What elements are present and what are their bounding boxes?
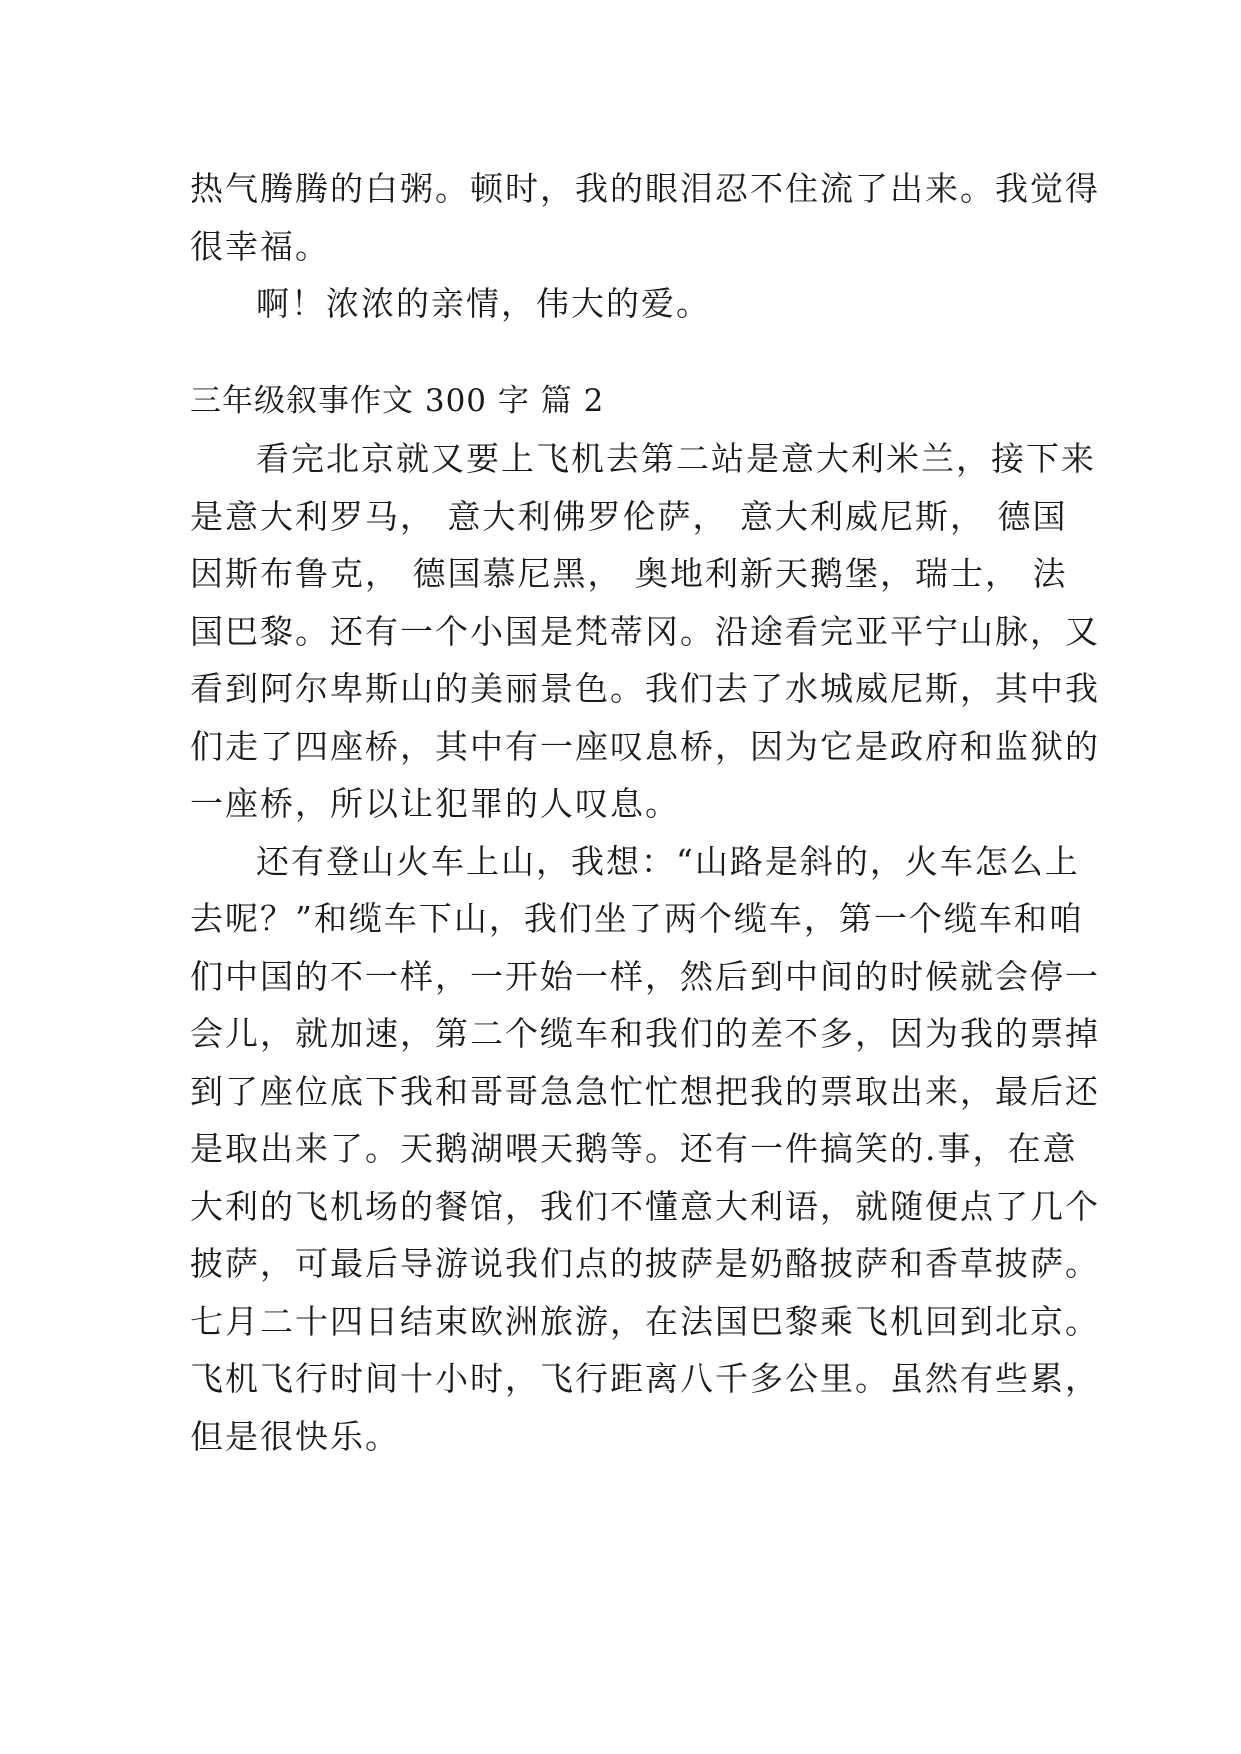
text-line: 七月二十四日结束欧洲旅游，在法国巴黎乘飞机回到北京。 — [190, 1301, 1100, 1341]
text-line: 很幸福。 — [190, 226, 330, 266]
text-line: 是意大利罗马， 意大利佛罗伦萨， 意大利威尼斯， 德国 — [190, 496, 1068, 536]
section-gap — [190, 333, 1050, 373]
text-line: 因斯布鲁克， 德国慕尼黑， 奥地利新天鹅堡，瑞士， 法 — [190, 554, 1068, 593]
text-line: 一座桥，所以让犯罪的人叹息。 — [190, 784, 680, 823]
text-line: 去呢？”和缆车下山，我们坐了两个缆车，第一个缆车和咱 — [190, 899, 1084, 938]
text-line: 国巴黎。还有一个小国是梵蒂冈。沿途看完亚平宁山脉，又 — [190, 611, 1100, 651]
text-line: 会儿，就加速，第二个缆车和我们的差不多，因为我的票掉 — [190, 1014, 1100, 1053]
text-line: 大利的飞机场的餐馆，我们不懂意大利语，就随便点了几个 — [190, 1186, 1100, 1226]
text-line: 但是很快乐。 — [190, 1416, 400, 1456]
text-line: 到了座位底下我和哥哥急急忙忙想把我的票取出来，最后还 — [190, 1071, 1100, 1111]
paragraph-1 — [190, 430, 1100, 833]
text-line: 还有登山火车上山，我想：“山路是斜的，火车怎么上 — [256, 841, 1080, 881]
paragraph-2 — [190, 833, 1100, 1466]
text-line: 是取出来了。天鹅湖喂天鹅等。还有一件搞笑的.事，在意 — [190, 1129, 1078, 1168]
text-line: 热气腾腾的白粥。顿时，我的眼泪忍不住流了出来。我觉得 — [190, 169, 1100, 208]
text-line: 披萨，可最后导游说我们点的披萨是奶酪披萨和香草披萨。 — [190, 1244, 1100, 1283]
text-line: 飞机飞行时间十小时，飞行距离八千多公里。虽然有些累， — [190, 1359, 1100, 1398]
text-line: 们中国的不一样，一开始一样，然后到中间的时候就会停一 — [190, 956, 1100, 996]
text-line: 看到阿尔卑斯山的美丽景色。我们去了水城威尼斯，其中我 — [190, 669, 1100, 708]
text-line: 们走了四座桥，其中有一座叹息桥，因为它是政府和监狱的 — [190, 726, 1100, 766]
top-paragraph — [190, 160, 1100, 275]
document-body — [190, 160, 1100, 1465]
text-line: 看完北京就又要上飞机去第二站是意大利米兰，接下来 — [256, 439, 1096, 478]
section-heading: 三年级叙事作文 300 字 篇 2 — [190, 382, 605, 419]
closing-line: 啊！浓浓的亲情，伟大的爱。 — [256, 284, 711, 323]
